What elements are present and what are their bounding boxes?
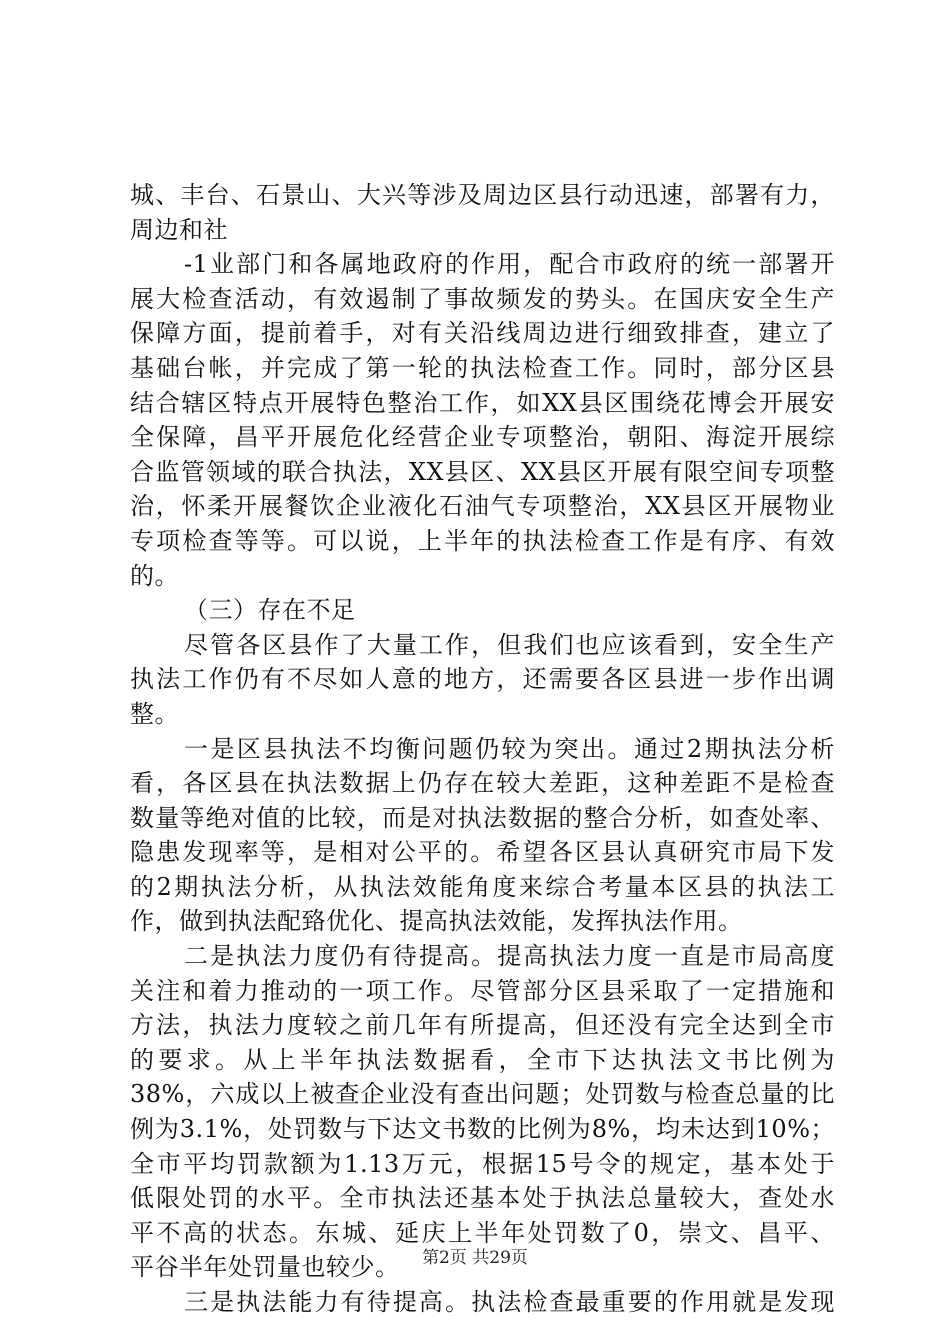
text-line: 隐患发现率等，是相对公平的。希望各区县认真研究市局下发 <box>130 838 835 867</box>
text-line: 的。 <box>130 561 179 590</box>
text-line: 治，怀柔开展餐饮企业液化石油气专项整治，XX县区开展物业 <box>130 492 835 521</box>
text-line: 基础台帐，并完成了第一轮的执法检查工作。同时，部分区县 <box>130 353 835 382</box>
text-line: 合监管领域的联合执法，XX县区、XX县区开展有限空间专项整 <box>130 457 835 486</box>
text-line: 关注和着力推动的一项工作。尽管部分区县采取了一定措施和 <box>130 976 835 1005</box>
document-body <box>130 178 835 1320</box>
text-line: 平谷半年处罚量也较少。 <box>130 1253 400 1282</box>
text-line: 作，做到执法配臵优化、提高执法效能，发挥执法作用。 <box>130 907 743 936</box>
text-line: 平不高的状态。东城、延庆上半年处罚数了0，崇文、昌平、 <box>130 1218 835 1247</box>
text-line: 看，各区县在执法数据上仍存在较大差距，这种差距不是检查 <box>130 769 835 798</box>
text-line: 全保障，昌平开展危化经营企业专项整治，朝阳、海淀开展综 <box>130 423 835 452</box>
text-line: 执法工作仍有不尽如人意的地方，还需要各区县进一步作出调 <box>130 665 835 694</box>
text-line: 城、丰台、石景山、大兴等涉及周边区县行动迅速，部署有力， <box>130 181 835 209</box>
text-line: 低限处罚的水平。全市执法还基本处于执法总量较大，查处水 <box>130 1184 835 1213</box>
text-line: 数量等绝对值的比较，而是对执法数据的整合分析，如查处率、 <box>130 803 835 832</box>
text-line: 38%，六成以上被查企业没有查出问题；处罚数与检查总量的比 <box>130 1080 835 1109</box>
text-line: 三是执法能力有待提高。执法检查最重要的作用就是发现 <box>184 1288 835 1316</box>
text-line: 周边和社 <box>130 215 228 244</box>
text-line: -1业部门和各属地政府的作用，配合市政府的统一部署开 <box>184 250 835 279</box>
text-line: 方法，执法力度较之前几年有所提高，但还没有完全达到全市 <box>130 1011 835 1040</box>
text-line: 一是区县执法不均衡问题仍较为突出。通过2期执法分析 <box>184 734 835 763</box>
text-line: 例为3.1%，处罚数与下达文书数的比例为8%，均未达到10%； <box>130 1115 835 1144</box>
text-line: 全市平均罚款额为1.13万元，根据15号令的规定，基本处于 <box>130 1149 835 1178</box>
text-line: 二是执法力度仍有待提高。提高执法力度一直是市局高度 <box>184 942 835 971</box>
text-line: 结合辖区特点开展特色整治工作，如XX县区围绕花博会开展安 <box>130 388 835 417</box>
page-number-footer: 第2页 共29页 <box>422 1248 528 1268</box>
text-line: 的要求。从上半年执法数据看，全市下达执法文书比例为 <box>130 1045 835 1074</box>
section-heading: （三）存在不足 <box>184 596 356 625</box>
text-line: 整。 <box>130 699 179 728</box>
text-line: 尽管各区县作了大量工作，但我们也应该看到，安全生产 <box>184 630 835 659</box>
text-line: 专项检查等等。可以说，上半年的执法检查工作是有序、有效 <box>130 526 835 555</box>
text-line: 保障方面，提前着手，对有关沿线周边进行细致排查，建立了 <box>130 319 835 348</box>
text-line: 的2期执法分析，从执法效能角度来综合考量本区县的执法工 <box>130 872 835 901</box>
text-line: 展大检查活动，有效遏制了事故频发的势头。在国庆安全生产 <box>130 284 835 313</box>
